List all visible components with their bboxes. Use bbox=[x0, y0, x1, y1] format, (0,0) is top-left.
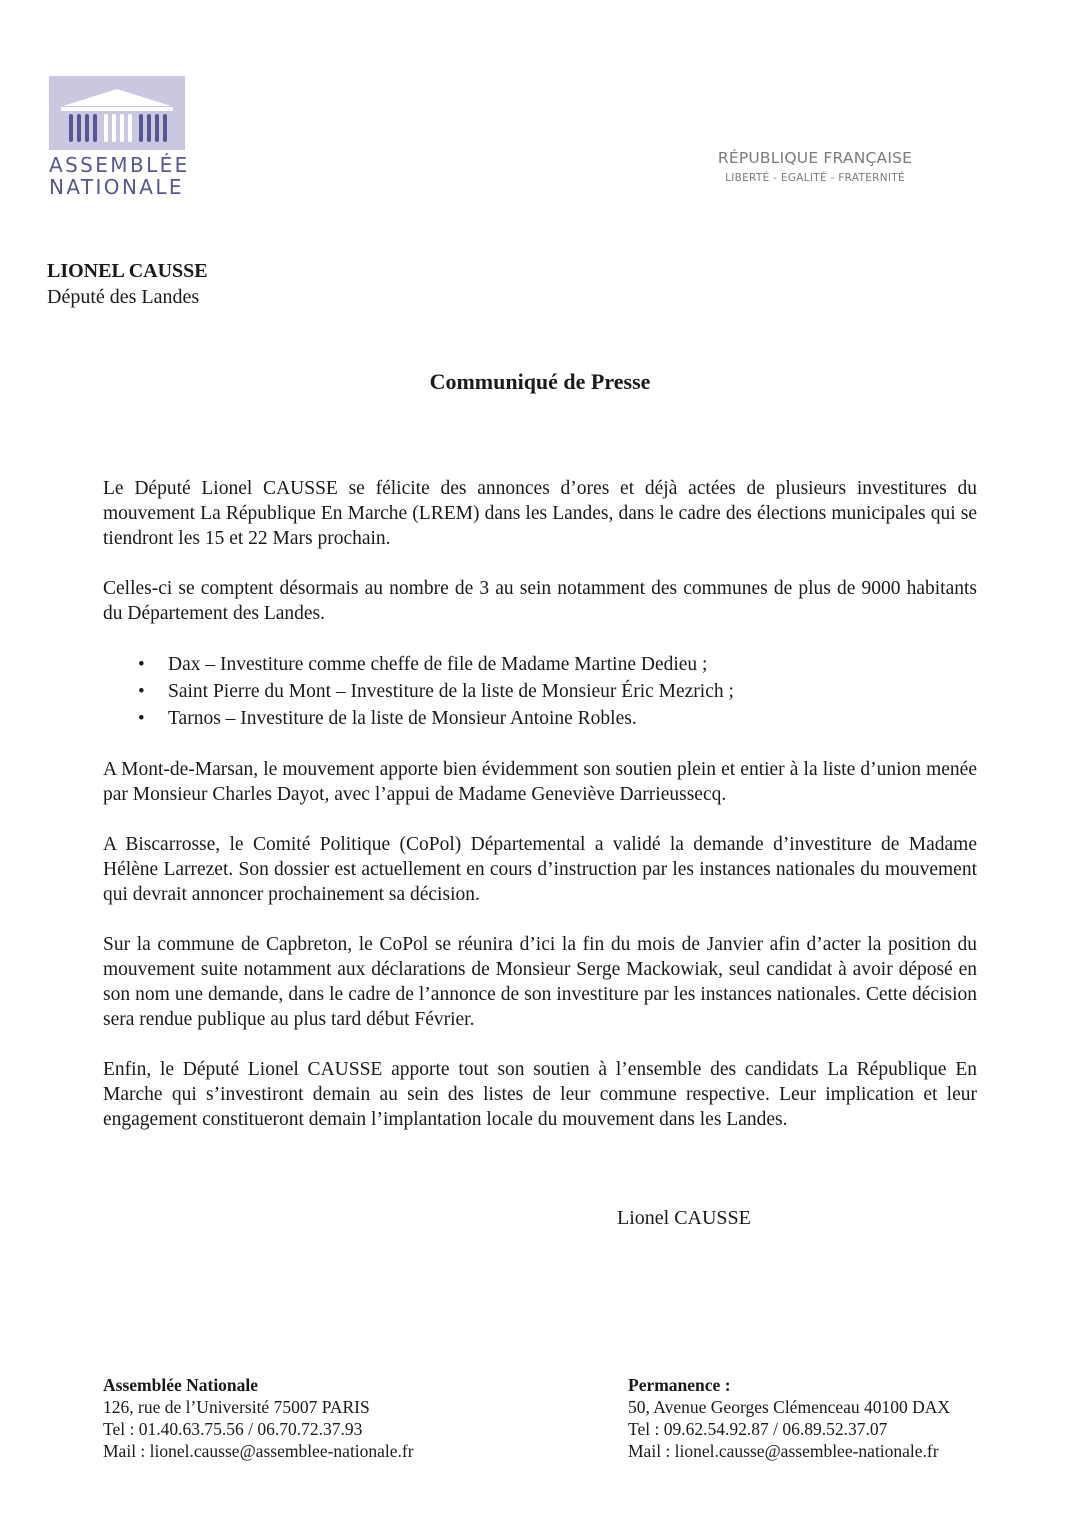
paragraph-mont-de-marsan: A Mont-de-Marsan, le mouvement apporte bien évidemment son soutien plein et entier à la liste d’union menée par Monsieur Charles Dayot, avec l’appui de Madame Geneviève Darrieussecq. bbox=[103, 759, 977, 805]
footer-left-address: 126, rue de l’Université 75007 PARIS bbox=[103, 1397, 370, 1417]
paragraph-capbreton: Sur la commune de Capbreton, le CoPol se réunira d’ici la fin du mois de Janvier afin d’acter la position du mouvement suite notamment aux déclarations de Monsieur Serge Mackowiak, seul candidat à avoir déposé en son nom une demande, dans le cadre de l’annonce de son investiture par les instances nationales. Cette décision sera rendue publique au plus tard début Février. bbox=[103, 934, 977, 1030]
paragraph-conclusion: Enfin, le Député Lionel CAUSSE apporte tout son soutien à l’ensemble des candidats La République En Marche qui s’investiront demain au sein des listes de leur commune respective. Leur implication et leur engagement constitueront demain l’implantation locale du mouvement dans les Landes. bbox=[103, 1059, 977, 1130]
footer-right-address: 50, Avenue Georges Clémenceau 40100 DAX bbox=[628, 1397, 951, 1417]
list-item: • Dax – Investiture comme cheffe de file de Madame Martine Dedieu ; bbox=[103, 651, 977, 678]
republique-title: RÉPUBLIQUE FRANÇAISE bbox=[717, 149, 913, 167]
list-item: • Saint Pierre du Mont – Investiture de la liste de Monsieur Éric Mezrich ; bbox=[103, 678, 977, 705]
author-role: Député des Landes bbox=[47, 286, 200, 308]
investitures-list bbox=[103, 651, 977, 732]
signature: Lionel CAUSSE bbox=[617, 1207, 751, 1229]
assemblee-nationale-logo bbox=[49, 76, 189, 202]
paragraph-biscarrosse: A Biscarrosse, le Comité Politique (CoPol) Départemental a validé la demande d’investiture de Madame Hélène Larrezet. Son dossier est actuellement en cours d’instruction par les instances nationales du mouvement qui devrait annoncer prochainement sa décision. bbox=[103, 834, 977, 905]
footer-left-email: Mail : lionel.causse@assemblee-nationale.fr bbox=[103, 1441, 414, 1461]
paragraph-count: Celles-ci se comptent désormais au nombre de 3 au sein notamment des communes de plus de 9000 habitants du Département des Landes. bbox=[103, 578, 977, 624]
document-title: Communiqué de Presse bbox=[429, 369, 651, 394]
list-item: • Tarnos – Investiture de la liste de Monsieur Antoine Robles. bbox=[103, 705, 977, 732]
footer-assemblee-nationale bbox=[103, 1374, 414, 1462]
author-block bbox=[47, 258, 208, 310]
paragraph-intro: Le Député Lionel CAUSSE se félicite des annonces d’ores et déjà actées de plusieurs investitures du mouvement La République En Marche (LREM) dans les Landes, dans le cadre des élections municipales qui se tiendront les 15 et 22 Mars prochain. bbox=[103, 478, 977, 549]
footer-left-heading: Assemblée Nationale bbox=[103, 1375, 259, 1395]
assemblee-nationale-building-icon bbox=[49, 76, 185, 150]
footer-left-phone: Tel : 01.40.63.75.56 / 06.70.72.37.93 bbox=[103, 1419, 363, 1439]
author-name: LIONEL CAUSSE bbox=[47, 260, 208, 282]
footer-right-email: Mail : lionel.causse@assemblee-nationale.fr bbox=[628, 1441, 939, 1461]
logo-text-line1: ASSEMBLÉE bbox=[49, 153, 190, 177]
footer-permanence bbox=[628, 1374, 950, 1462]
press-release-body bbox=[103, 476, 977, 1157]
footer-right-heading: Permanence : bbox=[628, 1375, 731, 1395]
footer-right-phone: Tel : 09.62.54.92.87 / 06.89.52.37.07 bbox=[628, 1419, 888, 1439]
logo-text-line2: NATIONALE bbox=[49, 175, 184, 199]
republique-motto: LIBERTÉ - EGALITÉ - FRATERNITÉ bbox=[725, 172, 905, 184]
republique-francaise-header bbox=[640, 148, 990, 186]
